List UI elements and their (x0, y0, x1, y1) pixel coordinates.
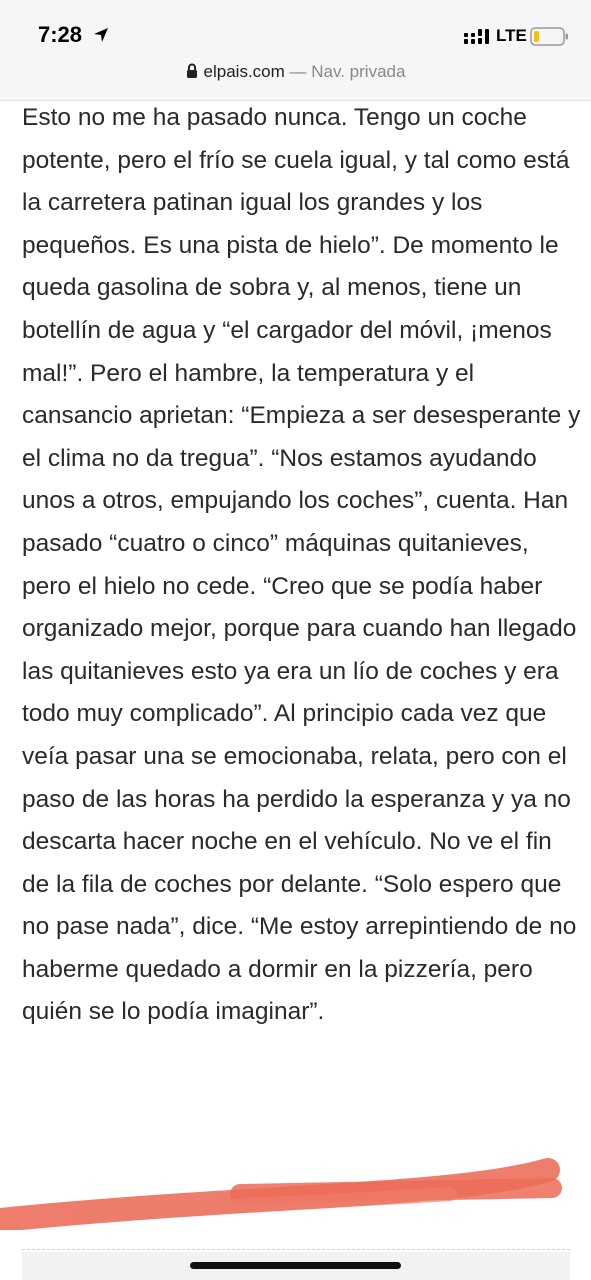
content-divider (22, 1249, 570, 1250)
url-domain: elpais.com (203, 62, 285, 81)
network-type: LTE (496, 26, 527, 45)
status-time: 7:28 (38, 22, 83, 47)
status-bar (0, 0, 591, 101)
home-indicator[interactable] (190, 1262, 401, 1269)
address-bar[interactable] (0, 62, 591, 82)
battery-icon (530, 27, 570, 47)
location-arrow-icon (93, 27, 109, 43)
highlight-scribble (0, 1150, 591, 1230)
private-mode-label: Nav. privada (311, 62, 406, 81)
signal-strength-icon (464, 29, 491, 45)
url-separator: — (289, 62, 307, 81)
lock-icon (186, 63, 198, 79)
article-paragraph: Esto no me ha pasado nunca. Tengo un coche potente, pero el frío se cuela igual, y tal como está la carretera patinan igual los grandes y los pequeños. Es una pista de hielo”. De momento le queda gasolina de sobra y, al menos, tiene un botellín de agua y “el cargador del móvil, ¡menos mal!”. Pero el hambre, la temperatura y el cansancio aprietan: “Empieza a ser desesperante y el clima no da tregua”. “Nos estamos ayudando unos a otros, empujando los coches”, cuenta. Han pasado “cuatro o cinco” máquinas quitanieves, pero el hielo no cede. “Creo que se podía haber organizado mejor, porque para cuando han llegado las quitanieves esto ya era un lío de coches y era todo muy complicado”. Al principio cada vez que veía pasar una se emocionaba, relata, pero con el paso de las horas ha perdido la esperanza y ya no descarta hacer noche en el vehículo. No ve el fin de la fila de coches por delante. “Solo espero que no pase nada”, dice. “Me estoy arrepintiendo de no haberme quedado a dormir en la pizzería, pero quién se lo podía imaginar”. (22, 104, 581, 1026)
